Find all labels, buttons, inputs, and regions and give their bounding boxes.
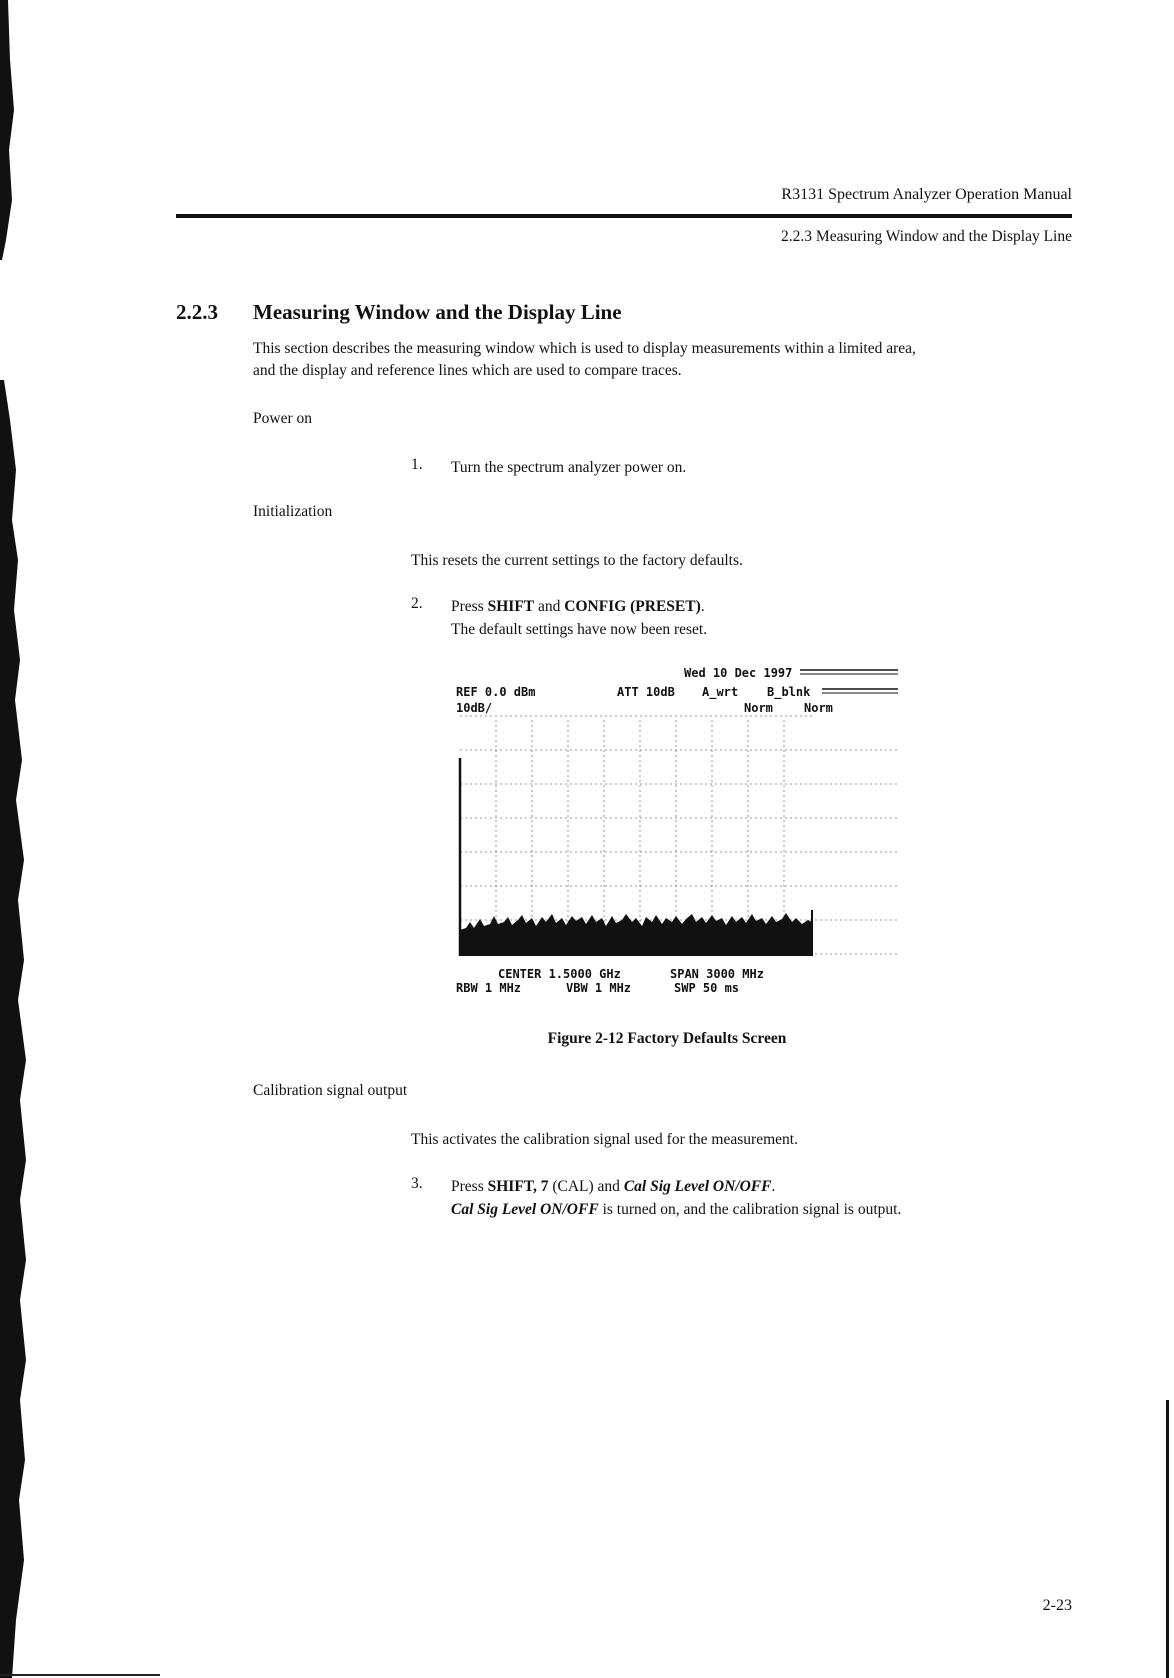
screen-ref-level: REF 0.0 dBm (456, 685, 536, 699)
screen-span: SPAN 3000 MHz (670, 967, 764, 981)
screen-attenuation: ATT 10dB (617, 685, 675, 699)
step-1-text: Turn the spectrum analyzer power on. (451, 459, 687, 476)
figure-caption: Figure 2-12 Factory Defaults Screen (547, 1030, 787, 1047)
running-header-section: 2.2.3 Measuring Window and the Display Line (781, 228, 1072, 245)
intro-line-2: and the display and reference lines which are used to compare traces. (253, 362, 682, 379)
section-title: Measuring Window and the Display Line (253, 300, 622, 324)
scan-right-edge (1166, 1400, 1169, 1678)
initialization-desc: This resets the current settings to the factory defaults. (411, 552, 743, 569)
shift-key-ref: SHIFT (487, 598, 535, 615)
scan-binding-edge (0, 0, 30, 1678)
screen-center-freq: CENTER 1.5000 GHz (498, 967, 621, 981)
step-3-number: 3. (411, 1175, 423, 1192)
running-header-title: R3131 Spectrum Analyzer Operation Manual (781, 186, 1072, 203)
header-rule (176, 214, 1072, 218)
initialization-label: Initialization (253, 503, 333, 520)
section-number: 2.2.3 (176, 300, 218, 324)
calibration-label: Calibration signal output (253, 1082, 408, 1099)
screen-mode-a: Norm (744, 701, 773, 715)
screen-date: Wed 10 Dec 1997 (684, 666, 793, 680)
config-preset-key-ref: CONFIG (PRESET) (564, 598, 701, 615)
step-1-number: 1. (411, 456, 423, 473)
step-2-number: 2. (411, 595, 423, 612)
step-2-text: Press SHIFT and CONFIG (PRESET). The default settings have now been reset. (451, 595, 707, 641)
step-3-result: Cal Sig Level ON/OFF is turned on, and the calibration signal is output. (451, 1201, 902, 1218)
cal-sig-softkey-ref: Cal Sig Level ON/OFF (623, 1178, 772, 1195)
screen-sweep: SWP 50 ms (674, 981, 740, 995)
scan-bottom-line (0, 1674, 160, 1676)
step-2-result: The default settings have now been reset. (451, 621, 708, 638)
factory-defaults-screen-figure (452, 660, 907, 1005)
shift-7-key-ref: SHIFT, 7 (487, 1178, 549, 1195)
intro-line-1: This section describes the measuring window which is used to display measurements within a limited area, (253, 340, 916, 357)
screen-trace-a: A_wrt (702, 685, 739, 699)
page-number: 2-23 (1042, 1597, 1072, 1614)
screen-trace-b: B_blnk (767, 685, 811, 699)
screen-rbw: RBW 1 MHz (456, 981, 522, 995)
screen-scale: 10dB/ (456, 701, 493, 715)
calibration-desc: This activates the calibration signal used for the measurement. (411, 1131, 798, 1148)
intro-paragraph (253, 338, 1073, 382)
step-3-text: Press SHIFT, 7 (CAL) and Cal Sig Level ON/OFF. Cal Sig Level ON/OFF is turned on, and the calibration signal is output. (451, 1175, 901, 1221)
power-on-label: Power on (253, 410, 312, 427)
analyzer-screen (452, 660, 907, 1005)
screen-vbw: VBW 1 MHz (566, 981, 632, 995)
screen-mode-b: Norm (804, 701, 833, 715)
noise-floor-trace (460, 913, 812, 956)
graticule (460, 716, 898, 954)
